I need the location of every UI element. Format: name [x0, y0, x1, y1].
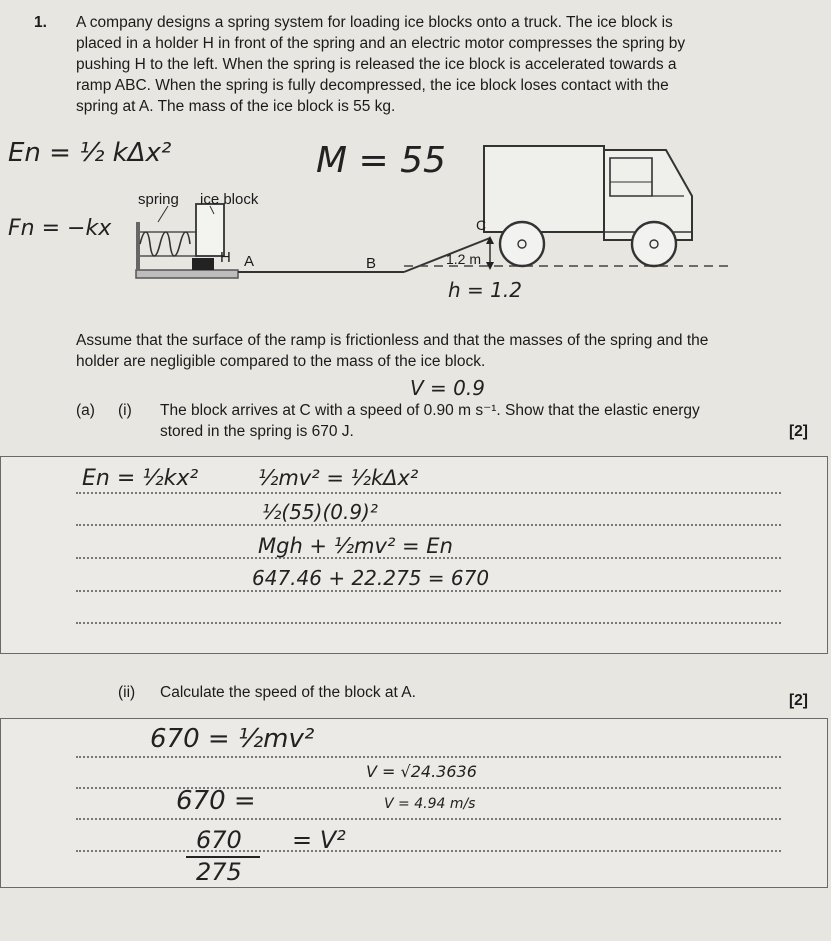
note-height: h = 1.2	[448, 278, 522, 302]
assumption-line: Assume that the surface of the ramp is frictionless and that the masses of the spring and the	[76, 332, 709, 349]
part-a-label: (a)	[76, 402, 95, 419]
question-line: A company designs a spring system for loading ice blocks onto a truck. The ice block is	[76, 14, 673, 31]
truck-box	[484, 146, 604, 232]
working-a-i-4: Mgh + ½mv² = En	[258, 534, 453, 558]
label-spring: spring	[138, 191, 179, 208]
working-a-ii-4: V = 4.94 m/s	[384, 796, 476, 812]
answer-line	[76, 756, 781, 758]
question-line: pushing H to the left. When the spring is released the ice block is accelerated towards a	[76, 56, 677, 73]
part-a-i-marks: [2]	[789, 423, 808, 440]
working-a-ii-3: 670 =	[176, 786, 256, 816]
part-a-i-label: (i)	[118, 402, 132, 419]
assumption-text	[76, 330, 708, 372]
part-a-ii-marks: [2]	[789, 692, 808, 709]
assumption-line: holder are negligible compared to the mass of the ice block.	[76, 353, 486, 370]
answer-line	[76, 818, 781, 820]
answer-line	[76, 850, 781, 852]
spring-coil	[140, 232, 190, 256]
part-a-ii-label: (ii)	[118, 684, 136, 701]
working-a-i-3: ½(55)(0.9)²	[262, 500, 378, 524]
part-a-i-question	[160, 400, 700, 442]
label-A: A	[244, 253, 255, 270]
working-a-ii-2: V = √24.3636	[366, 762, 477, 781]
answer-line	[76, 590, 781, 592]
note-mass: M = 55	[316, 140, 446, 181]
holder-H	[192, 258, 214, 270]
working-a-ii-1: 670 = ½mv²	[150, 724, 315, 754]
note-speed: V = 0.9	[410, 376, 485, 400]
working-a-ii-5: 670	[196, 826, 242, 854]
question-line: ramp ABC. When the spring is fully decompressed, the ice block loses contact with the	[76, 77, 669, 94]
note-elastic-energy-formula: En = ½ kΔx²	[8, 138, 172, 168]
working-a-i-2: ½mv² = ½kΔx²	[258, 466, 419, 490]
working-a-ii-7: 275	[196, 858, 242, 886]
wall	[136, 222, 140, 270]
spring-ramp-truck-diagram	[0, 0, 831, 320]
working-a-i-5: 647.46 + 22.275 = 670	[252, 566, 490, 590]
label-height: 1.2 m	[446, 251, 482, 267]
question-number: 1.	[34, 14, 47, 31]
answer-line	[76, 492, 781, 494]
part-a-ii-question: Calculate the speed of the block at A.	[160, 684, 416, 701]
label-ice-block: ice block	[200, 191, 259, 208]
working-a-ii-6: = V²	[292, 826, 346, 854]
note-hooke-law: Fn = −kx	[8, 216, 112, 241]
part-a-i-line: The block arrives at C with a speed of 0.90 m s⁻¹. Show that the elastic energy	[160, 402, 700, 419]
part-a-i-line: stored in the spring is 670 J.	[160, 423, 354, 440]
label-B: B	[366, 255, 377, 272]
answer-line	[76, 524, 781, 526]
answer-line	[76, 622, 781, 624]
spring-label-pointer	[158, 206, 168, 222]
truck-front-wheel	[632, 222, 676, 266]
spring-base	[136, 270, 238, 278]
label-H: H	[220, 249, 231, 266]
working-a-i-1: En = ½kx²	[82, 466, 199, 491]
label-C: C	[476, 217, 487, 233]
question-line: spring at A. The mass of the ice block is 55 kg.	[76, 98, 396, 115]
truck-rear-wheel	[500, 222, 544, 266]
question-line: placed in a holder H in front of the spring and an electric motor compresses the spring by	[76, 35, 686, 52]
